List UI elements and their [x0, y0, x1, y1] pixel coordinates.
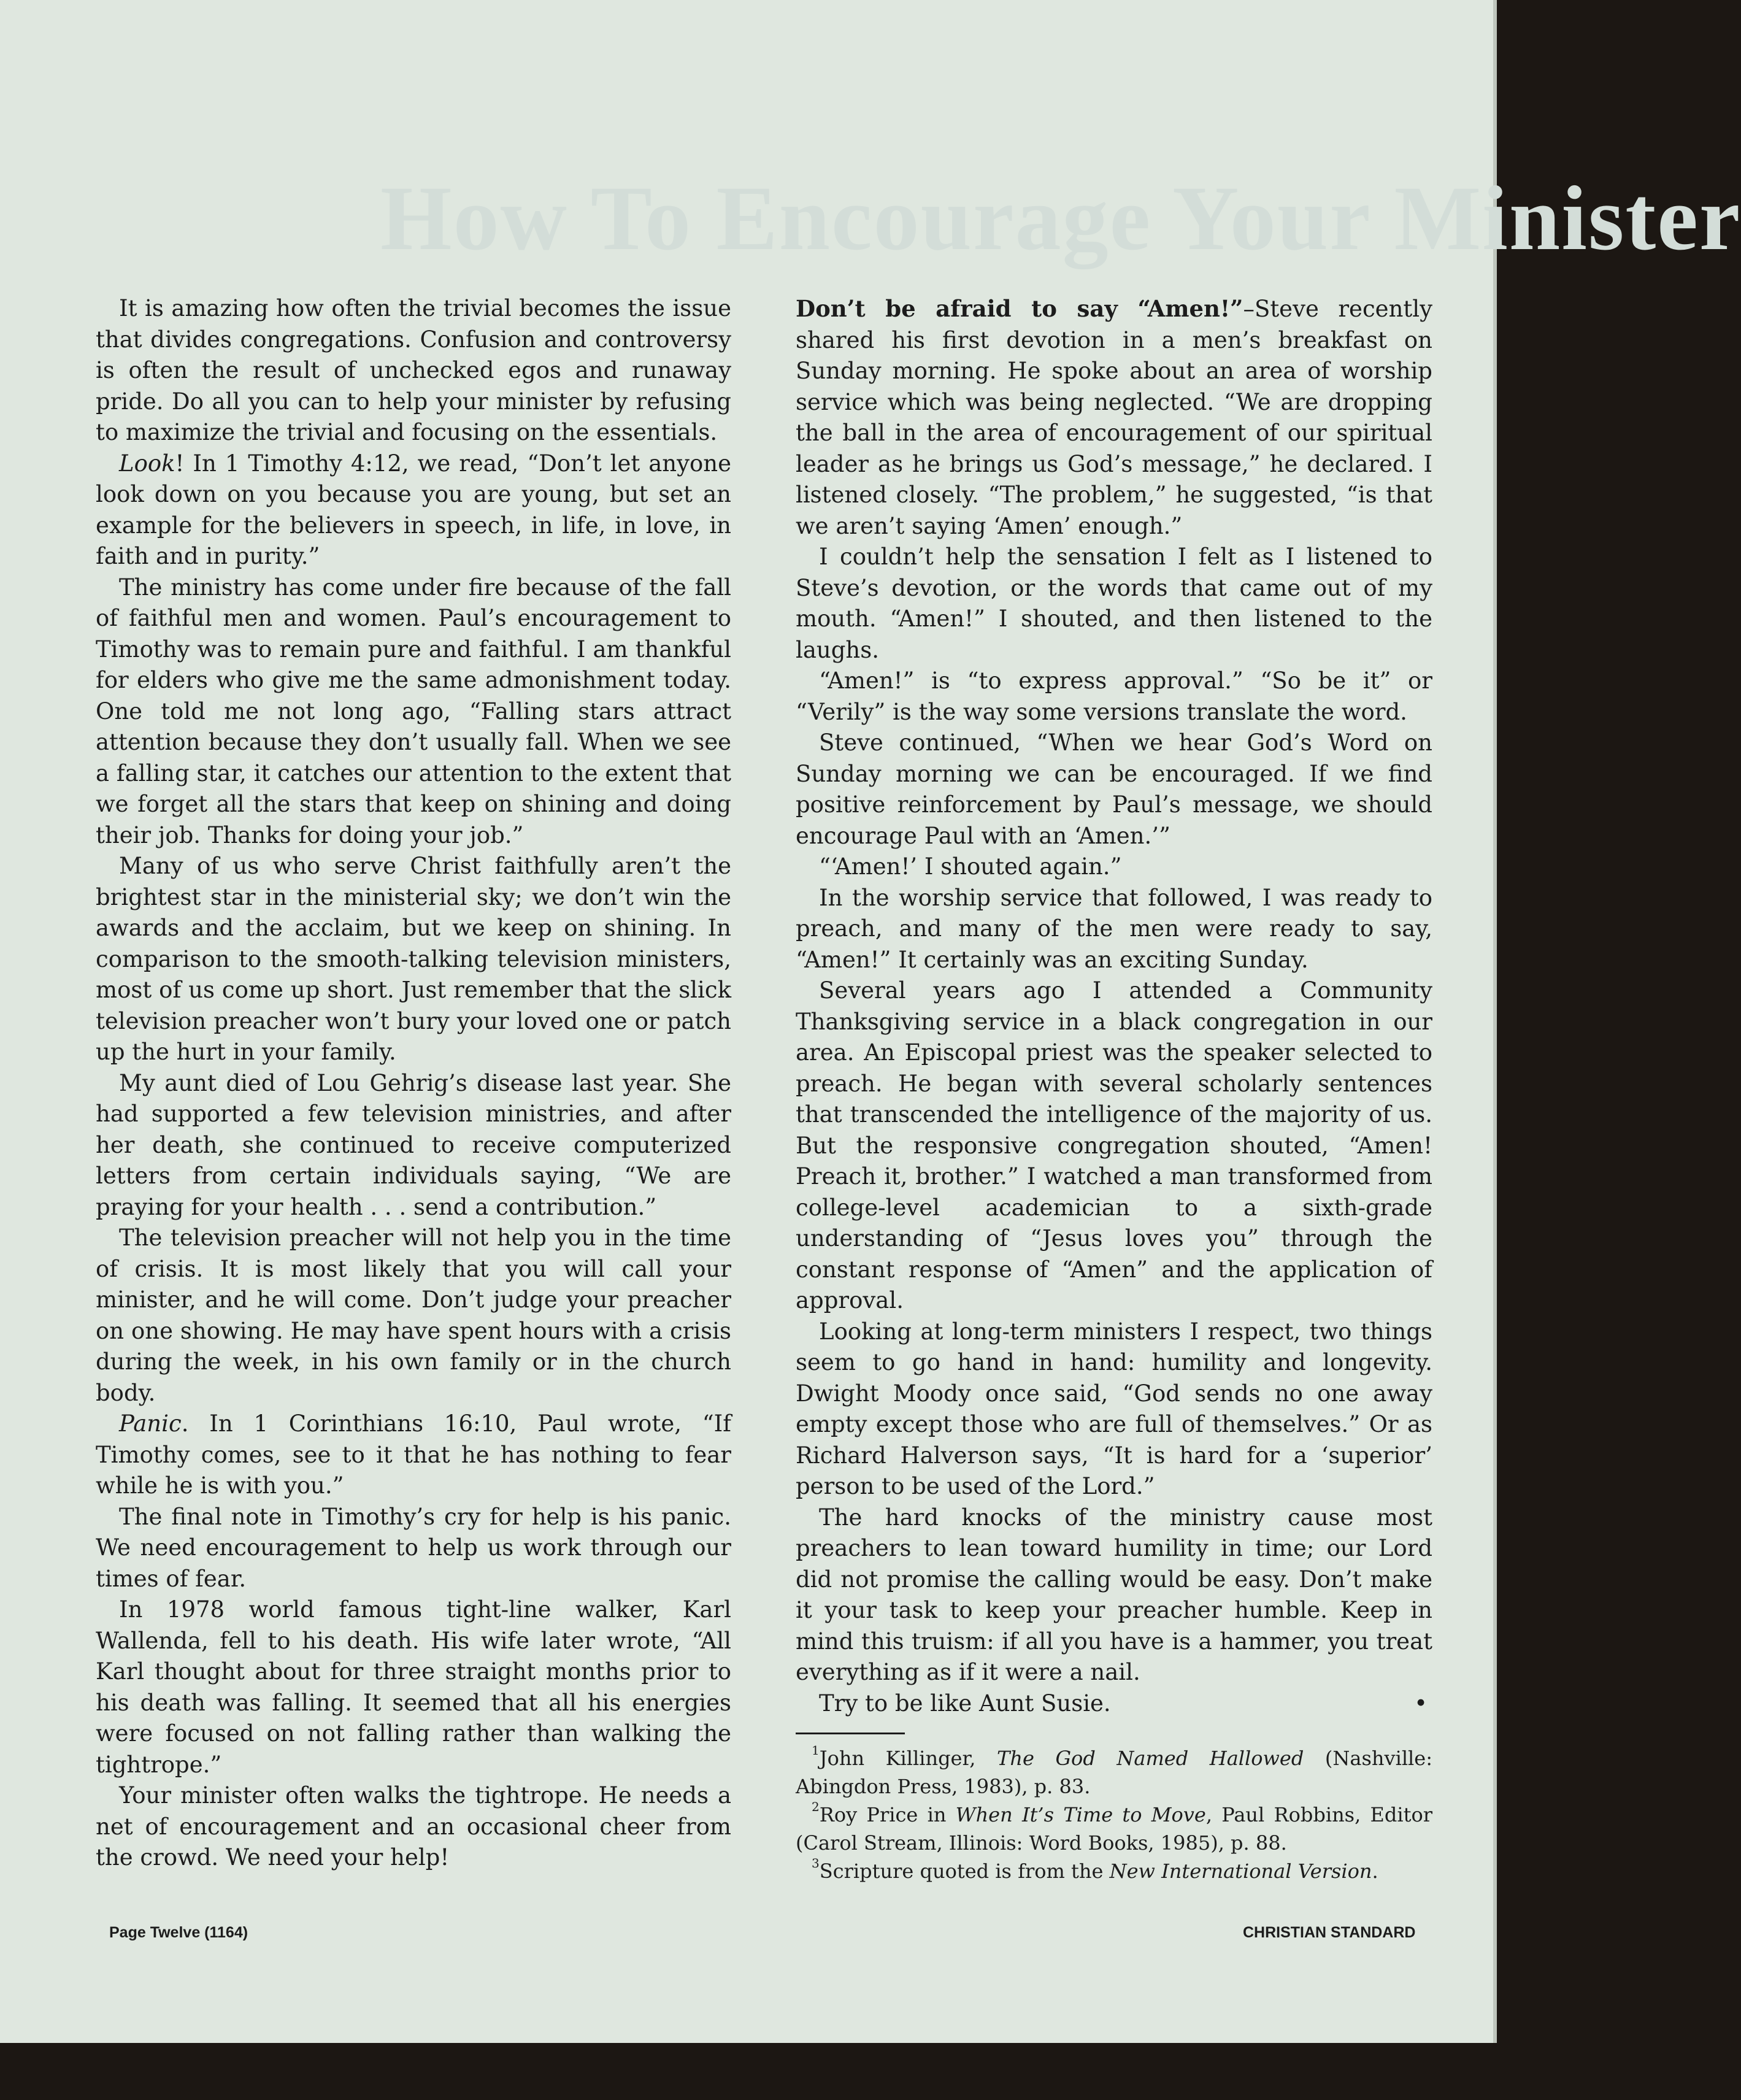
section-heading: Don’t be afraid to say “Amen!” — [796, 295, 1243, 322]
paragraph: Don’t be afraid to say “Amen!”–Steve recently shared his first devotion in a men’s breakfast on Sunday morning. He spoke about an area of worship service which was being neglected. “We are dropping the ball in the area of encouragement of our spiritual leader as he brings us God’s message,” he declared. I listened closely. “The problem,” he suggested, “is that we aren’t saying ‘Amen’ enough.” — [796, 295, 1433, 539]
paragraph: The ministry has come under fire because of the fall of faithful men and women. Paul’s encouragement to Timothy was to remain pure and faithful. I am thankful for elders who give me the same admonishment today. One told me not long ago, “Falling stars attract attention because they don’t usually fall. When we see a falling star, it catches our attention to the extent that we forget all the stars that keep on shining and doing their job. Thanks for doing your job.” — [96, 574, 731, 848]
paragraph: “Amen!” is “to express approval.” “So be it” or “Verily” is the way some versions translate the word. — [796, 667, 1432, 725]
paragraph: Several years ago I attended a Community Thanksgiving service in a black congregation in our area. An Episcopal priest was the speaker selected to preach. He began with several scholarly sentences that transcended the intelligence of the majority of us. But the responsive congregation shouted, “Amen! Preach it, brother.” I watched a man transformed from college-level academician to a sixth-grade understanding of “Jesus loves you” through the constant response of “Amen” and the application of approval. — [796, 977, 1432, 1313]
footnotes — [796, 1744, 1432, 1885]
paragraph: Try to be like Aunt Susie. • — [796, 1688, 1432, 1720]
paragraph: Your minister often walks the tightrope. He needs a net of encouragement and an occasional cheer from the crowd. We need your help! — [96, 1782, 731, 1871]
bleed-through-title: How To Encourage Your Minister — [380, 167, 1741, 269]
end-of-article-mark: • — [1414, 1690, 1428, 1717]
footnote: $^3$Scripture quoted is from the New International Version. — [812, 1856, 1378, 1883]
paragraph: Panic. In 1 Corinthians 16:10, Paul wrote, “If Timothy comes, see to it that he has nothing to fear while he is with you.” — [96, 1410, 731, 1499]
paragraph: In the worship service that followed, I was ready to preach, and many of the men were ready to say, “Amen!” It certainly was an exciting Sunday. — [796, 884, 1432, 973]
right-column — [796, 293, 1432, 1885]
paragraph: The television preacher will not help you in the time of crisis. It is most likely that you will call your minister, and he will come. Don’t judge your preacher on one showing. He may have spent hours with a crisis during the week, in his own family or in the church body. — [96, 1225, 731, 1406]
paragraph: I couldn’t help the sensation I felt as I listened to Steve’s devotion, or the words that came out of my mouth. “Amen!” I shouted, and then listened to the laughs. — [796, 544, 1432, 663]
footnote-divider — [796, 1733, 905, 1734]
left-column — [96, 293, 731, 1874]
paragraph-lead: Panic — [119, 1410, 182, 1437]
paragraph: My aunt died of Lou Gehrig’s disease last year. She had supported a few television ministries, and after her death, she continued to receive computerized letters from certain individuals saying, “We are praying for your health . . . send a contribution.” — [96, 1069, 731, 1220]
paragraph: In 1978 world famous tight-line walker, Karl Wallenda, fell to his death. His wife later wrote, “All Karl thought about for three straight months prior to his death was falling. It seemed that all his energies were focused on not falling rather than walking the tightrope.” — [96, 1596, 731, 1778]
paragraph: Looking at long-term ministers I respect, two things seem to go hand in hand: humility and longevity. Dwight Moody once said, “God sends no one away empty except those who are full of themselves.” Or as Richard Halverson says, “It is hard for a ‘superior’ person to be used of the Lord.” — [796, 1318, 1432, 1499]
paragraph-lead: Look — [119, 450, 175, 477]
paragraph: The hard knocks of the ministry cause most preachers to lean toward humility in time; our Lord did not promise the calling would be easy. Don’t make it your task to keep your preacher humble. Keep in mind this truism: if all you have is a hammer, you treat everything as if it were a nail. — [796, 1504, 1432, 1685]
paragraph: Look! In 1 Timothy 4:12, we read, “Don’t let anyone look down on you because you are young, but set an example for the believers in speech, in life, in love, in faith and in purity.” — [96, 450, 731, 569]
paragraph: Steve continued, “When we hear God’s Word on Sunday morning we can be encouraged. If we find positive reinforcement by Paul’s message, we should encourage Paul with an ‘Amen.’” — [796, 729, 1432, 849]
paragraph: “‘Amen!’ I shouted again.” — [819, 853, 1122, 880]
paragraph: Many of us who serve Christ faithfully aren’t the brightest star in the ministerial sky; we don’t win the awards and the acclaim, but we keep on shining. In comparison to the smooth-talking television ministers, most of us come up short. Just remember that the slick television preacher won’t bury your loved one or patch up the hurt in your family. — [96, 853, 731, 1065]
footnote: $^1$John Killinger, The God Named Hallowed (Nashville: Abingdon Press, 1983), p. 83. — [796, 1743, 1433, 1798]
page-number: Page Twelve (1164) — [109, 1924, 248, 1941]
publication-name: CHRISTIAN STANDARD — [1243, 1924, 1416, 1941]
paragraph: The final note in Timothy’s cry for help is his panic. We need encouragement to help us work through our times of fear. — [96, 1503, 731, 1592]
paragraph: It is amazing how often the trivial becomes the issue that divides congregations. Confusion and controversy is often the result of unchecked egos and runaway pride. Do all you can to help your minister by refusing to maximize the trivial and focusing on the essentials. — [96, 295, 731, 445]
footnote: $^2$Roy Price in When It’s Time to Move, Paul Robbins, Editor (Carol Stream, Illinois: Word Books, 1985), p. 88. — [796, 1799, 1433, 1855]
